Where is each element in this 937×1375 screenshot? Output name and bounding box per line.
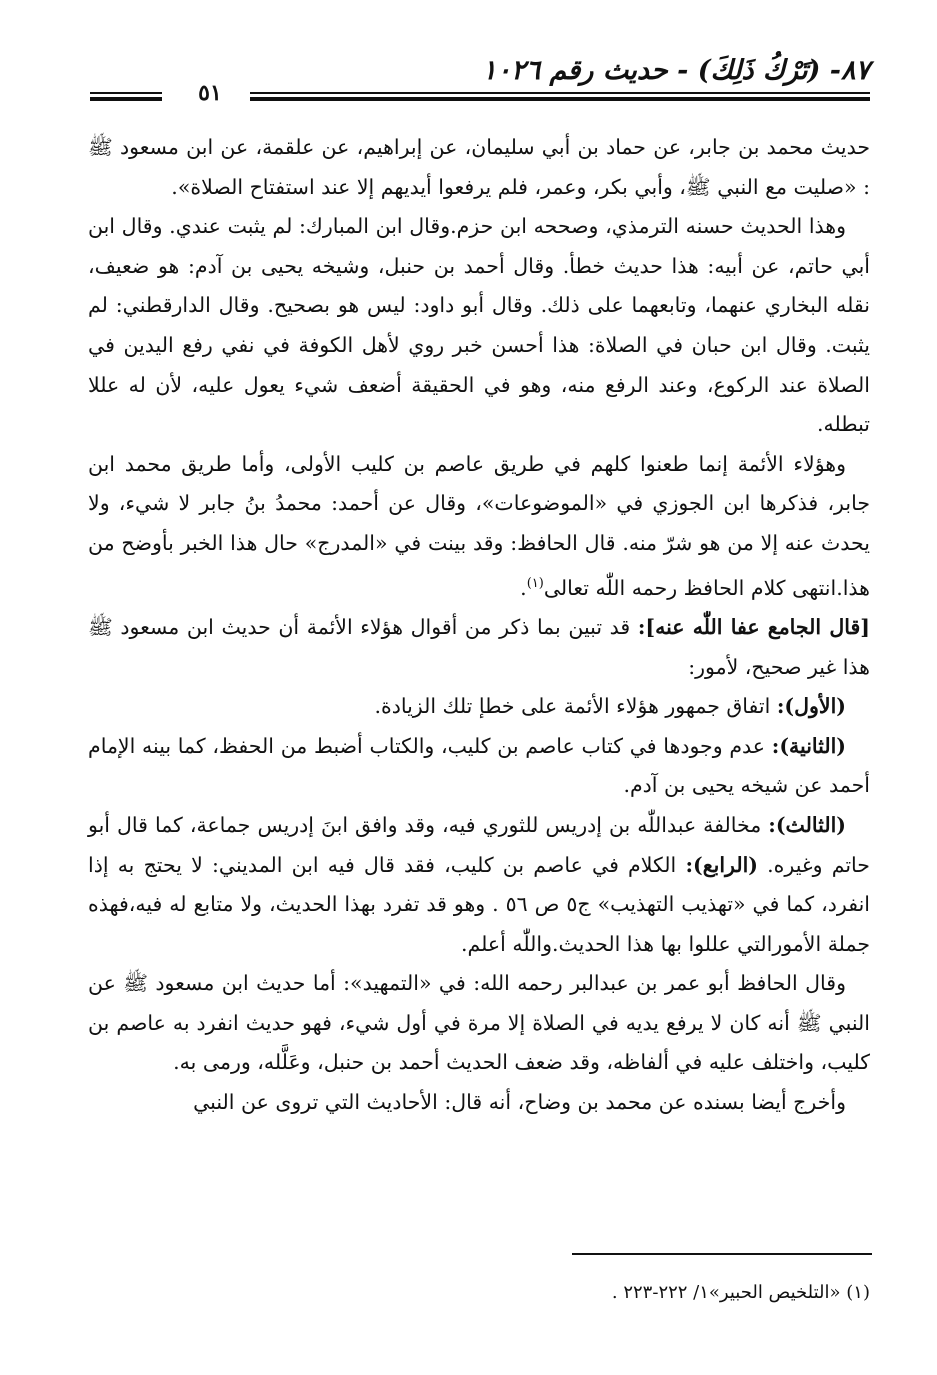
header-rule-short-thick [90,97,162,101]
paragraph [88,806,870,964]
running-title: ٨٧- (تَرْكُ ذَلِكَ) - حديث رقم ١٠٢٦ [482,55,870,86]
paragraph: وهؤلاء الأئمة إنما طعنوا كلهم في طريق عاصم بن كليب الأولى، وأما طريق محمد ابن جابر، فذكرها ابن الجوزي في «الموضوعات»، وقال عن أحمد: محمدُ بنُ جابر لا شيء، ولا يحدث عنه إلا من هو شرّ منه. قال الحافظ: وقد بينت في «المدرج» حال هذا الخبر بأوضح من هذا.انتهى كلام الحافظ رحمه اللّٰه تعالى$^{(١)}$. [88,451,870,600]
footnote-ref: (١) [526,575,544,591]
paragraph-text: مخالفة عبداللّٰه بن إدريس للثوري فيه، وقد وافق ابنَ إدريس جماعة، كما قال أبو حاتم وغيره. [88,812,870,877]
point-label: (الثانية): [771,733,846,758]
header-rule-long-thick [250,97,870,101]
page-number: ٥١ [198,80,222,106]
paragraph [88,608,870,687]
footnote-separator [572,1253,872,1255]
header-rule-long [250,92,870,94]
paragraph-text: اتفاق جمهور هؤلاء الأئمة على خطإ تلك الزيادة. [374,694,771,719]
paragraph [88,687,870,727]
point-label: (الرابع): [685,852,758,877]
main-text [88,128,870,1123]
paragraph-text: الكلام في عاصم بن كليب، فقد قال فيه ابن المديني: لا يحتج به إذا انفرد، كما في «تهذيب التهذيب» ج٥ ص ٥٦ . وهو قد تفرد بهذا الحديث، ولا متابع له فيه،فهذه جملة الأمورالتي عللوا بها هذا الحديث.واللّٰه أعلم. [88,852,870,956]
paragraph: حديث محمد بن جابر، عن حماد بن أبي سليمان، عن إبراهيم، عن علقمة، عن ابن مسعود ﷺ : «صليت مع النبي ﷺ، وأبي بكر، وعمر، فلم يرفعوا أيديهم إلا عند استفتاح الصلاة». [88,135,870,199]
paragraph: وأخرج أيضا بسنده عن محمد بن وضاح، أنه قال: الأحاديث التي تروى عن النبي [193,1090,846,1115]
editor-label: [قال الجامع عفا اللّٰه عنه]: [637,614,870,639]
paragraph-text: عدم وجودها في كتاب عاصم بن كليب، والكتاب أضبط من الحفظ، كما بينه الإمام أحمد عن شيخه يحيى بن آدم. [88,733,870,798]
paragraph-text: وهؤلاء الأئمة إنما طعنوا كلهم في طريق عاصم بن كليب الأولى، وأما طريق محمد ابن جابر، فذكرها ابن الجوزي في «الموضوعات»، وقال عن أحمد: محمدُ بنُ جابر لا شيء، ولا يحدث عنه إلا من هو شرّ منه. قال الحافظ: وقد بينت في «المدرج» حال هذا الخبر بأوضح من هذا.انتهى كلام الحافظ رحمه اللّٰه تعالى [88,451,870,600]
paragraph-text: قد تبين بما ذكر من أقوال هؤلاء الأئمة أن حديث ابن مسعود ﷺ هذا غير صحيح، لأمور: [88,614,870,679]
paragraph: وهذا الحديث حسنه الترمذي، وصححه ابن حزم.وقال ابن المبارك: لم يثبت عندي. وقال ابن أبي حاتم، عن أبيه: هذا حديث خطأ. وقال أحمد بن حنبل، وشيخه يحيى بن آدم: هو ضعيف، نقله البخاري عنهما، وتابعهما على ذلك. وقال أبو داود: ليس هو بصحيح. وقال الدارقطني: لم يثبت. وقال ابن حبان في الصلاة: هذا أحسن خبر روي لأهل الكوفة في نفي رفع اليدين في الصلاة عند الركوع، وعند الرفع منه، وهو في الحقيقة أضعف شيء يعول عليه، لأن له عللا تبطله. [88,214,870,437]
paragraph [88,727,870,806]
paragraph: وقال الحافظ أبو عمر بن عبدالبر رحمه الله: في «التمهيد»: أما حديث ابن مسعود ﷺ عن النبي ﷺ أنه كان لا يرفع يديه في الصلاة إلا مرة في أول شيء، فهو حديث انفرد به عاصم بن كليب، واختلف عليه في ألفاظه، وقد ضعف الحديث أحمد بن حنبل، وعَلَّله، ورمى به. [88,971,870,1075]
point-label: (الثالث): [768,812,846,837]
point-label: (الأول): [776,694,846,719]
header-rule-short [90,92,162,94]
footnote: (١) «التلخيص الحبير»١/ ٢٢٢-٢٢٣ . [611,1282,870,1303]
